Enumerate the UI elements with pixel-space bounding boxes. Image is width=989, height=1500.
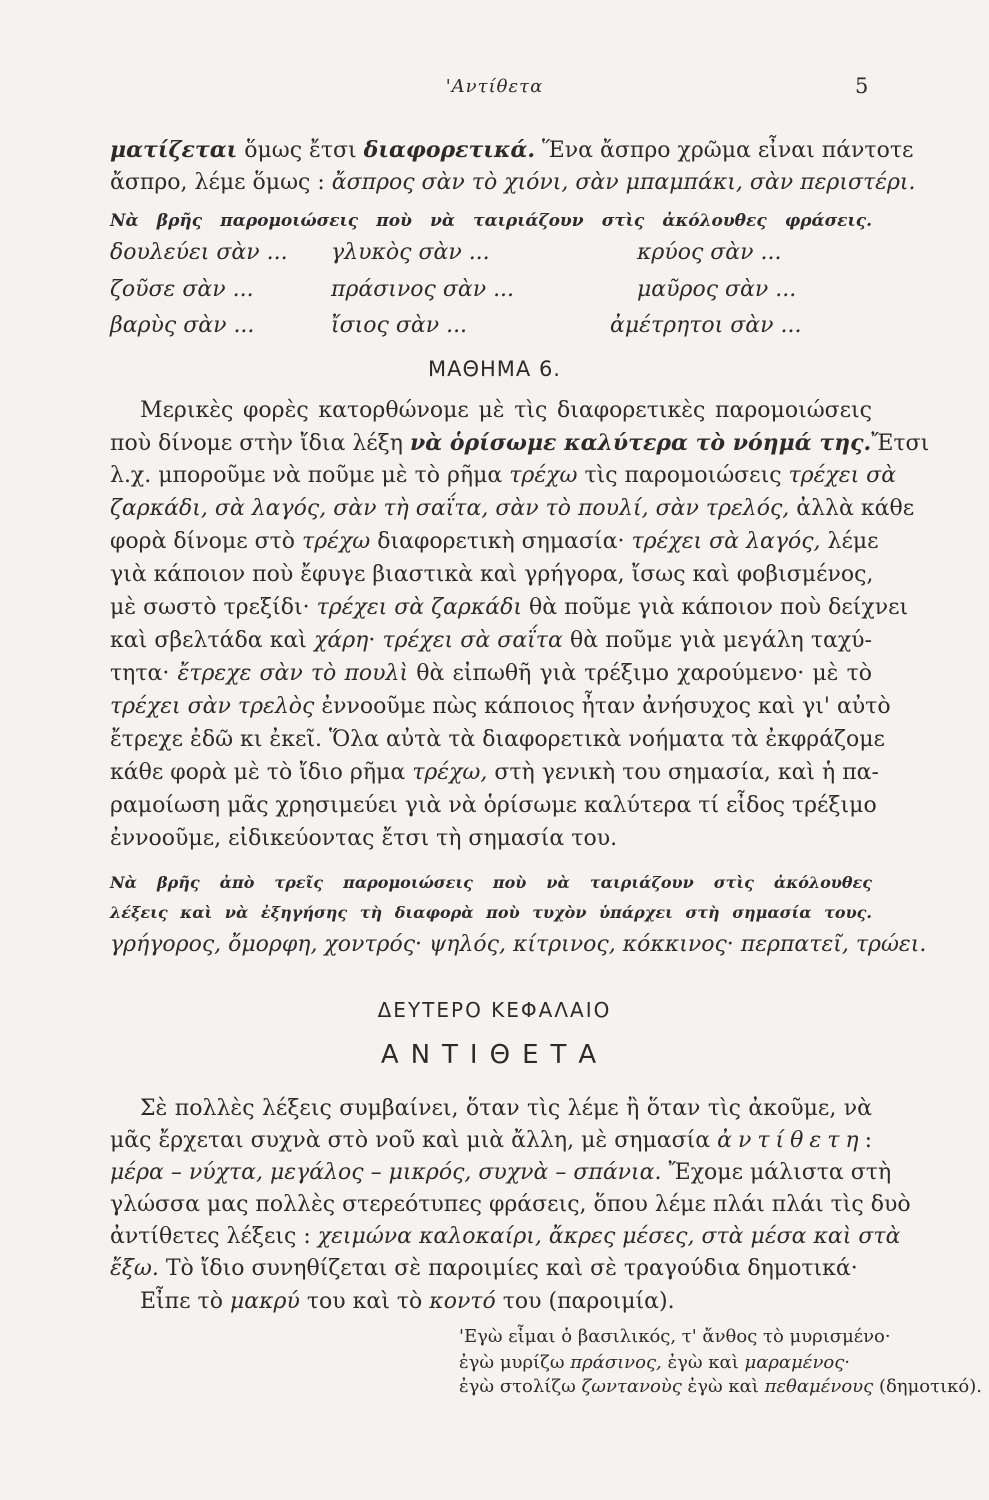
running-header: 'Αντίθετα xyxy=(445,76,544,97)
text-line: λ.χ. μποροῦμε νὰ ποῦμε μὲ τὸ ρῆμα τρέχω τὶς παρομοιώσεις τρέχει σὰ xyxy=(110,463,897,488)
text-line: ραμοίωση μᾶς χρησιμεύει γιὰ νὰ ὁρίσωμε καλύτερα τί εἶδος τρέξιμο xyxy=(110,793,877,818)
text-line: ποὺ δίνομε στὴν ἴδια λέξη νὰ ὁρίσωμε καλύτερα τὸ νόημά της.Ἔτσι xyxy=(110,430,930,456)
text-line: Μερικὲς φορὲς κατορθώνομε μὲ τὶς διαφορετικὲς παρομοιώσεις xyxy=(140,398,872,423)
exercise-item: κρύος σὰν ... xyxy=(637,240,782,265)
exercise-item: γλυκὸς σὰν ... xyxy=(331,240,490,265)
chapter-heading: ΔΕΥΤΕΡΟ ΚΕΦΑΛΑΙΟ xyxy=(377,998,612,1022)
text-line: Σὲ πολλὲς λέξεις συμβαίνει, ὅταν τὶς λέμε ἢ ὅταν τὶς ἀκοῦμε, νὰ xyxy=(140,1096,872,1121)
text-line: Εἶπε τὸ μακρύ του καὶ τὸ κοντό του (παροιμία). xyxy=(140,1289,675,1314)
text-line: μέρα – νύχτα, μεγάλος – μικρός, συχνὰ – σπάνια. Ἔχομε μάλιστα στὴ xyxy=(110,1160,892,1185)
text-line: φορὰ δίνομε στὸ τρέχω διαφορετικὴ σημασία· τρέχει σὰ λαγός, λέμε xyxy=(110,529,879,554)
text-line: ἄσπρο, λέμε ὅμως : ἄσπρος σὰν τὸ χιόνι, σὰν μπαμπάκι, σὰν περιστέρι. xyxy=(110,170,916,195)
exercise-item: ἀμέτρητοι σὰν ... xyxy=(610,313,802,338)
text-line: ἐννοοῦμε, εἰδικεύοντας ἔτσι τὴ σημασία του. xyxy=(110,826,618,851)
exercise-item: πράσινος σὰν ... xyxy=(331,277,515,302)
text-line: ματίζεται ὅμως ἔτσι διαφορετικά. Ἕνα ἄσπρο χρῶμα εἶναι πάντοτε xyxy=(110,137,914,163)
exercise-item: ζοῦσε σὰν ... xyxy=(110,277,254,302)
exercise-item: ἴσιος σὰν ... xyxy=(331,313,468,338)
lesson-heading: ΜΑΘΗΜΑ 6. xyxy=(427,357,561,381)
page-number: 5 xyxy=(855,74,869,98)
exercise-words: γρήγορος, ὄμορφη, χοντρός· ψηλός, κίτρινος, κόκκινος· περπατεῖ, τρώει. xyxy=(110,932,927,957)
exercise-instruction: Νὰ βρῆς παρομοιώσεις ποὺ νὰ ταιριάζουν στὶς ἀκόλουθες φράσεις. xyxy=(110,211,872,231)
text-line: ἀντίθετες λέξεις : χειμώνα καλοκαίρι, ἄκρες μέσες, στὰ μέσα καὶ στὰ xyxy=(110,1224,901,1249)
exercise-item: δουλεύει σὰν ... xyxy=(110,240,288,265)
text-line: γιὰ κάποιον ποὺ ἔφυγε βιαστικὰ καὶ γρήγορα, ἴσως καὶ φοβισμένος, xyxy=(110,562,874,587)
text-line: μὲ σωστὸ τρεξίδι· τρέχει σὰ ζαρκάδι θὰ ποῦμε γιὰ κάποιον ποὺ δείχνει xyxy=(110,595,909,620)
text-line: ἔτρεχε ἐδῶ κι ἐκεῖ. Ὅλα αὐτὰ τὰ διαφορετικὰ νοήματα τὰ ἐκφράζομε xyxy=(110,727,885,752)
exercise-instruction: λέξεις καὶ νὰ ἐξηγήσης τὴ διαφορὰ ποὺ τυχὸν ὑπάρχει στὴ σημασία τους. xyxy=(110,903,872,922)
exercise-item: μαῦρος σὰν ... xyxy=(637,277,797,302)
poem-verse: 'Εγὼ εἶμαι ὁ βασιλικός, τ' ἄνθος τὸ μυρισμένο· xyxy=(459,1326,891,1347)
exercise-item: βαρὺς σὰν ... xyxy=(110,313,255,338)
text-line: ζαρκάδι, σὰ λαγός, σὰν τὴ σαΐτα, σὰν τὸ πουλί, σὰν τρελός, ἀλλὰ κάθε xyxy=(110,496,915,521)
chapter-title: ΑΝΤΙΘΕΤΑ xyxy=(380,1040,609,1070)
exercise-instruction: Νὰ βρῆς ἀπὸ τρεῖς παρομοιώσεις ποὺ νὰ ταιριάζουν στὶς ἀκόλουθες xyxy=(110,873,872,892)
text-line: καὶ σβελτάδα καὶ χάρη· τρέχει σὰ σαΐτα θὰ ποῦμε γιὰ μεγάλη ταχύ- xyxy=(110,628,872,653)
text-line: τητα· ἔτρεχε σὰν τὸ πουλὶ θὰ εἰπωθῆ γιὰ τρέξιμο χαρούμενο· μὲ τὸ xyxy=(110,661,872,686)
text-line: γλώσσα μας πολλὲς στερεότυπες φράσεις, ὅπου λέμε πλάι πλάι τὶς δυὸ xyxy=(110,1192,911,1217)
text-line: κάθε φορὰ μὲ τὸ ἴδιο ρῆμα τρέχω, στὴ γενικὴ του σημασία, καὶ ἡ πα- xyxy=(110,760,879,785)
text-line: μᾶς ἔρχεται συχνὰ στὸ νοῦ καὶ μιὰ ἄλλη, μὲ σημασία ἀντίθετη: xyxy=(110,1128,872,1153)
text-line: τρέχει σὰν τρελὸς ἐννοοῦμε πὼς κάποιος ἦταν ἀνήσυχος καὶ γι' αὐτὸ xyxy=(110,694,891,719)
text-line: ἔξω. Τὸ ἴδιο συνηθίζεται σὲ παροιμίες καὶ σὲ τραγούδια δημοτικά· xyxy=(110,1256,858,1281)
poem-verse: ἐγὼ μυρίζω πράσινος, ἐγὼ καὶ μαραμένος· xyxy=(459,1352,851,1373)
poem-verse: ἐγὼ στολίζω ζωντανοὺς ἐγὼ καὶ πεθαμένους (δημοτικό). xyxy=(459,1376,982,1397)
